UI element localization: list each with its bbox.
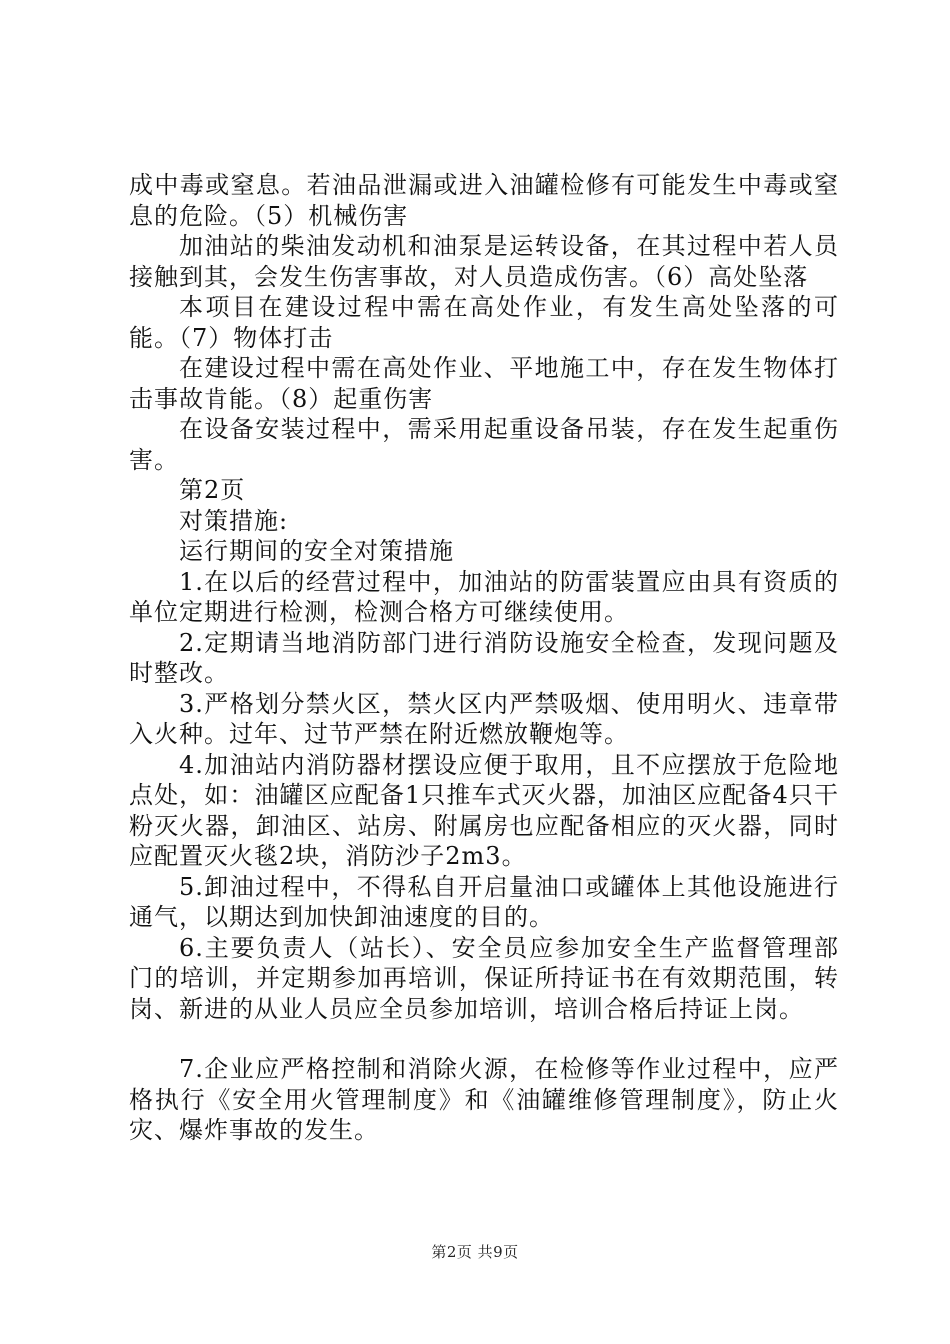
paragraph-poisoning-continued: 成中毒或窒息。若油品泄漏或进入油罐检修有可能发生中毒或窒息的危险。（5）机械伤害 xyxy=(129,171,839,230)
page-marker: 第2页 xyxy=(179,476,246,504)
measure-item-2: 2.定期请当地消防部门进行消防设施安全检查，发现问题及时整改。 xyxy=(129,628,839,687)
measure-item-4: 4.加油站内消防器材摆设应便于取用，且不应摆放于危险地点处，如：油罐区应配备1只推车式灭火器，加油区应配备4只干粉灭火器，卸油区、站房、附属房也应配备相应的灭火器，同时应配置灭火毯2块，消防沙子2m3。 xyxy=(129,750,839,870)
page-footer: 第2页 共9页 xyxy=(431,1243,519,1261)
measure-item-1: 1.在以后的经营过程中，加油站的防雷装置应由具有资质的单位定期进行检测，检测合格方可继续使用。 xyxy=(129,567,839,626)
section-heading-countermeasures: 对策措施: xyxy=(179,506,289,535)
paragraph-object-strike: 在建设过程中需在高处作业、平地施工中，存在发生物体打击事故肯能。（8）起重伤害 xyxy=(129,354,839,413)
paragraph-mechanical-injury: 加油站的柴油发动机和油泵是运转设备，在其过程中若人员接触到其，会发生伤害事故，对人员造成伤害。（6）高处坠落 xyxy=(129,232,839,291)
measure-item-7: 7.企业应严格控制和消除火源，在检修等作业过程中，应严格执行《安全用火管理制度》和《油罐维修管理制度》，防止火灾、爆炸事故的发生。 xyxy=(129,1055,839,1144)
measure-item-3: 3.严格划分禁火区，禁火区内严禁吸烟、使用明火、违章带入火种。过年、过节严禁在附近燃放鞭炮等。 xyxy=(129,689,839,748)
document-body xyxy=(129,170,839,1146)
measure-item-5: 5.卸油过程中，不得私自开启量油口或罐体上其他设施进行通气，以期达到加快卸油速度的目的。 xyxy=(129,872,839,931)
paragraph-lifting-injury: 在设备安装过程中，需采用起重设备吊装，存在发生起重伤害。 xyxy=(129,415,839,474)
subheading-operation-safety: 运行期间的安全对策措施 xyxy=(179,537,454,565)
paragraph-spacer xyxy=(129,1024,839,1054)
paragraph-fall-from-height: 本项目在建设过程中需在高处作业，有发生高处坠落的可能。（7）物体打击 xyxy=(129,293,839,352)
measure-item-6: 6.主要负责人（站长）、安全员应参加安全生产监督管理部门的培训，并定期参加再培训，保证所持证书在有效期范围，转岗、新进的从业人员应全员参加培训，培训合格后持证上岗。 xyxy=(129,933,839,1023)
